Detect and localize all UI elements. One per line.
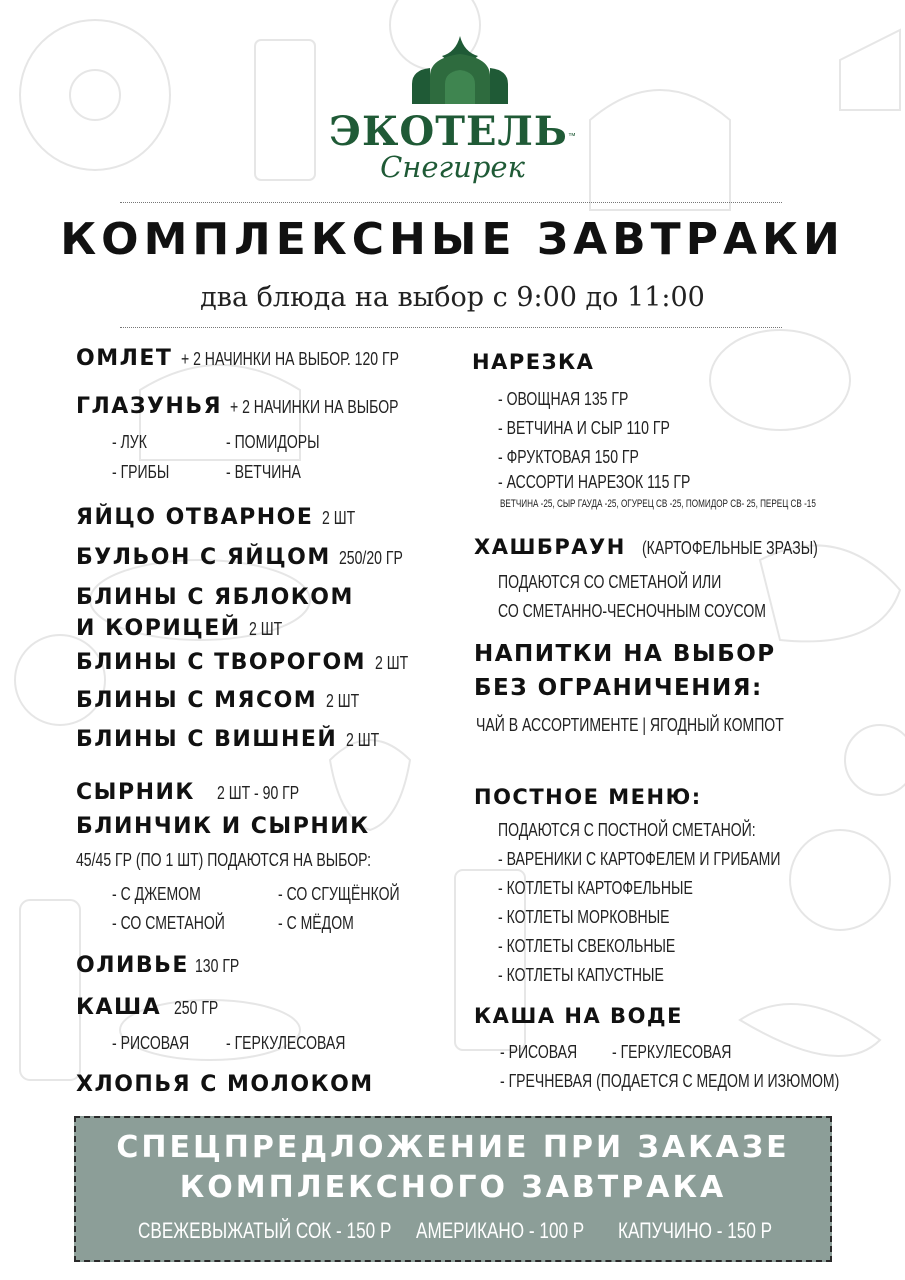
option: - ГРЕЧНЕВАЯ (ПОДАЕТСЯ С МЕДОМ И ИЗЮМОМ) <box>500 1071 840 1091</box>
menu-item-blinchik <box>76 814 370 839</box>
item-name: И КОРИЦЕЙ <box>76 616 241 641</box>
menu-item-blini-cherry <box>76 727 388 752</box>
option: - ФРУКТОВАЯ 150 ГР <box>498 447 639 467</box>
option: - АССОРТИ НАРЕЗОК 115 ГР <box>498 472 691 492</box>
item-name: ЯЙЦО ОТВАРНОЕ <box>76 505 314 530</box>
option: - ЛУК <box>112 432 147 452</box>
option: - КОТЛЕТЫ КАПУСТНЫЕ <box>498 965 664 985</box>
bottle-doodle <box>20 900 80 1080</box>
menu-item-hashbrown <box>474 535 868 559</box>
promo-item: АМЕРИКАНО - 100 Р <box>416 1218 585 1243</box>
item-name: КАША <box>76 995 162 1020</box>
item-name: НАРЕЗКА <box>472 350 595 374</box>
option: - ВЕТЧИНА И СЫР 110 ГР <box>498 418 670 438</box>
menu-item-kasha-water <box>474 1004 683 1028</box>
item-note: ПОДАЮТСЯ СО СМЕТАНОЙ ИЛИ <box>498 572 722 592</box>
menu-item-cereal <box>76 1072 374 1097</box>
pear-doodle <box>790 830 890 930</box>
menu-item-omelet <box>76 346 460 371</box>
option: - ПОМИДОРЫ <box>226 432 320 452</box>
item-note: (КАРТОФЕЛЬНЫЕ ЗРАЗЫ) <box>642 538 819 558</box>
menu-item-narezka <box>472 350 594 374</box>
menu-item-blini-cottage <box>76 650 417 675</box>
item-note: 2 ШТ <box>374 653 408 673</box>
promo-title-line2: КОМПЛЕКСНОГО ЗАВТРАКА <box>179 1170 727 1205</box>
item-name: ГЛАЗУНЬЯ <box>76 394 223 419</box>
item-note: 250 ГР <box>173 998 218 1018</box>
item-note: 2 ШТ <box>345 730 379 750</box>
option: - ВАРЕНИКИ С КАРТОФЕЛЕМ И ГРИБАМИ <box>498 849 781 869</box>
apple-doodle <box>845 725 905 795</box>
item-name: СЫРНИК <box>76 780 195 805</box>
item-name: НАПИТКИ НА ВЫБОР <box>474 641 776 667</box>
brand-name: ЭКОТЕЛЬ <box>329 108 568 155</box>
option: - РИСОВАЯ <box>112 1033 190 1053</box>
menu-item-drinks-line2 <box>474 675 763 701</box>
page-subtitle: два блюда на выбор с 9:00 до 11:00 <box>200 282 705 313</box>
item-note: ПОДАЮТСЯ С ПОСТНОЙ СМЕТАНОЙ: <box>498 820 756 840</box>
item-note: 250/20 ГР <box>339 548 403 568</box>
menu-item-olivier <box>76 953 252 978</box>
item-name: ПОСТНОЕ МЕНЮ: <box>474 785 702 809</box>
option: - ГЕРКУЛЕСОВАЯ <box>226 1033 346 1053</box>
item-name: БУЛЬОН С ЯЙЦОМ <box>76 545 331 570</box>
item-name: БЛИНЫ С ТВОРОГОМ <box>76 650 367 675</box>
brand-trademark: ™ <box>567 131 576 141</box>
page-title: КОМПЛЕКСНЫЕ ЗАВТРАКИ <box>60 214 845 265</box>
option: - ГРИБЫ <box>112 462 170 482</box>
menu-item-lent <box>474 785 702 809</box>
item-note: + 2 НАЧИНКИ НА ВЫБОР <box>230 397 400 417</box>
menu-item-blini-apple-line2 <box>76 616 292 641</box>
brand-subname: Снегирек <box>380 150 525 184</box>
menu-item-drinks <box>474 641 776 667</box>
option: - С ДЖЕМОМ <box>112 884 201 904</box>
menu-item-broth <box>76 545 421 570</box>
promo-title-line1: СПЕЦПРЕДЛОЖЕНИЕ ПРИ ЗАКАЗЕ <box>116 1130 790 1165</box>
promo-box <box>74 1116 832 1262</box>
menu-item-egg <box>76 505 364 530</box>
item-note: + 2 НАЧИНКИ НА ВЫБОР. 120 ГР <box>180 349 399 369</box>
item-note: СО СМЕТАННО-ЧЕСНОЧНЫМ СОУСОМ <box>498 601 766 621</box>
divider-bottom <box>120 327 782 328</box>
item-note: 2 ШТ - 90 ГР <box>217 783 300 803</box>
option: - ОВОЩНАЯ 135 ГР <box>498 389 629 409</box>
item-note: 130 ГР <box>195 956 240 976</box>
item-note: ЧАЙ В АССОРТИМЕНТЕ | ЯГОДНЫЙ КОМПОТ <box>476 715 784 735</box>
option: - С МЁДОМ <box>278 913 354 933</box>
menu-item-blini-apple <box>76 585 354 610</box>
narezka-detail: ВЕТЧИНА -25, СЫР ГАУДА -25, ОГУРЕЦ СВ -25, ПОМИДОР СВ- 25, ПЕРЕЦ СВ -15 <box>500 498 816 510</box>
divider-top <box>120 202 782 203</box>
item-name: ОЛИВЬЕ <box>76 953 189 978</box>
menu-item-glazunya <box>76 394 447 419</box>
item-note: 2 ШТ <box>249 619 283 639</box>
item-name: ОМЛЕТ <box>76 346 173 371</box>
croissant-doodle <box>740 1004 880 1056</box>
item-note: 2 ШТ <box>325 691 359 711</box>
item-name: БЛИНЫ С ВИШНЕЙ <box>76 727 338 752</box>
item-note: 2 ШТ <box>321 508 356 528</box>
option: - КОТЛЕТЫ КАРТОФЕЛЬНЫЕ <box>498 878 693 898</box>
option: - СО СМЕТАНОЙ <box>112 913 225 933</box>
promo-item: СВЕЖЕВЫЖАТЫЙ СОК - 150 Р <box>138 1218 392 1243</box>
item-name: КАША НА ВОДЕ <box>474 1004 683 1028</box>
menu-item-syrnik <box>76 780 323 805</box>
item-name: БЛИНЫ С ЯБЛОКОМ <box>76 585 354 610</box>
option: - СО СГУЩЁНКОЙ <box>278 884 400 904</box>
item-name: БЛИНЧИК И СЫРНИК <box>76 814 370 839</box>
menu-item-blini-meat <box>76 688 368 713</box>
item-note: 45/45 ГР (ПО 1 ШТ) ПОДАЮТСЯ НА ВЫБОР: <box>76 850 372 870</box>
item-name: ХЛОПЬЯ С МОЛОКОМ <box>76 1072 374 1097</box>
option: - ГЕРКУЛЕСОВАЯ <box>612 1042 732 1062</box>
option: - КОТЛЕТЫ СВЕКОЛЬНЫЕ <box>498 936 676 956</box>
cheese-doodle <box>840 30 900 110</box>
bread-doodle <box>760 545 900 641</box>
brand-logo-icon <box>400 34 520 106</box>
item-name: ХАШБРАУН <box>474 535 626 559</box>
jar-doodle <box>710 330 850 430</box>
option: - КОТЛЕТЫ МОРКОВНЫЕ <box>498 907 670 927</box>
menu-item-kasha <box>76 995 230 1020</box>
item-name: БЛИНЫ С МЯСОМ <box>76 688 318 713</box>
option: - ВЕТЧИНА <box>226 462 301 482</box>
option: - РИСОВАЯ <box>500 1042 578 1062</box>
item-name: БЕЗ ОГРАНИЧЕНИЯ: <box>474 675 763 701</box>
promo-item: КАПУЧИНО - 150 Р <box>618 1218 773 1243</box>
